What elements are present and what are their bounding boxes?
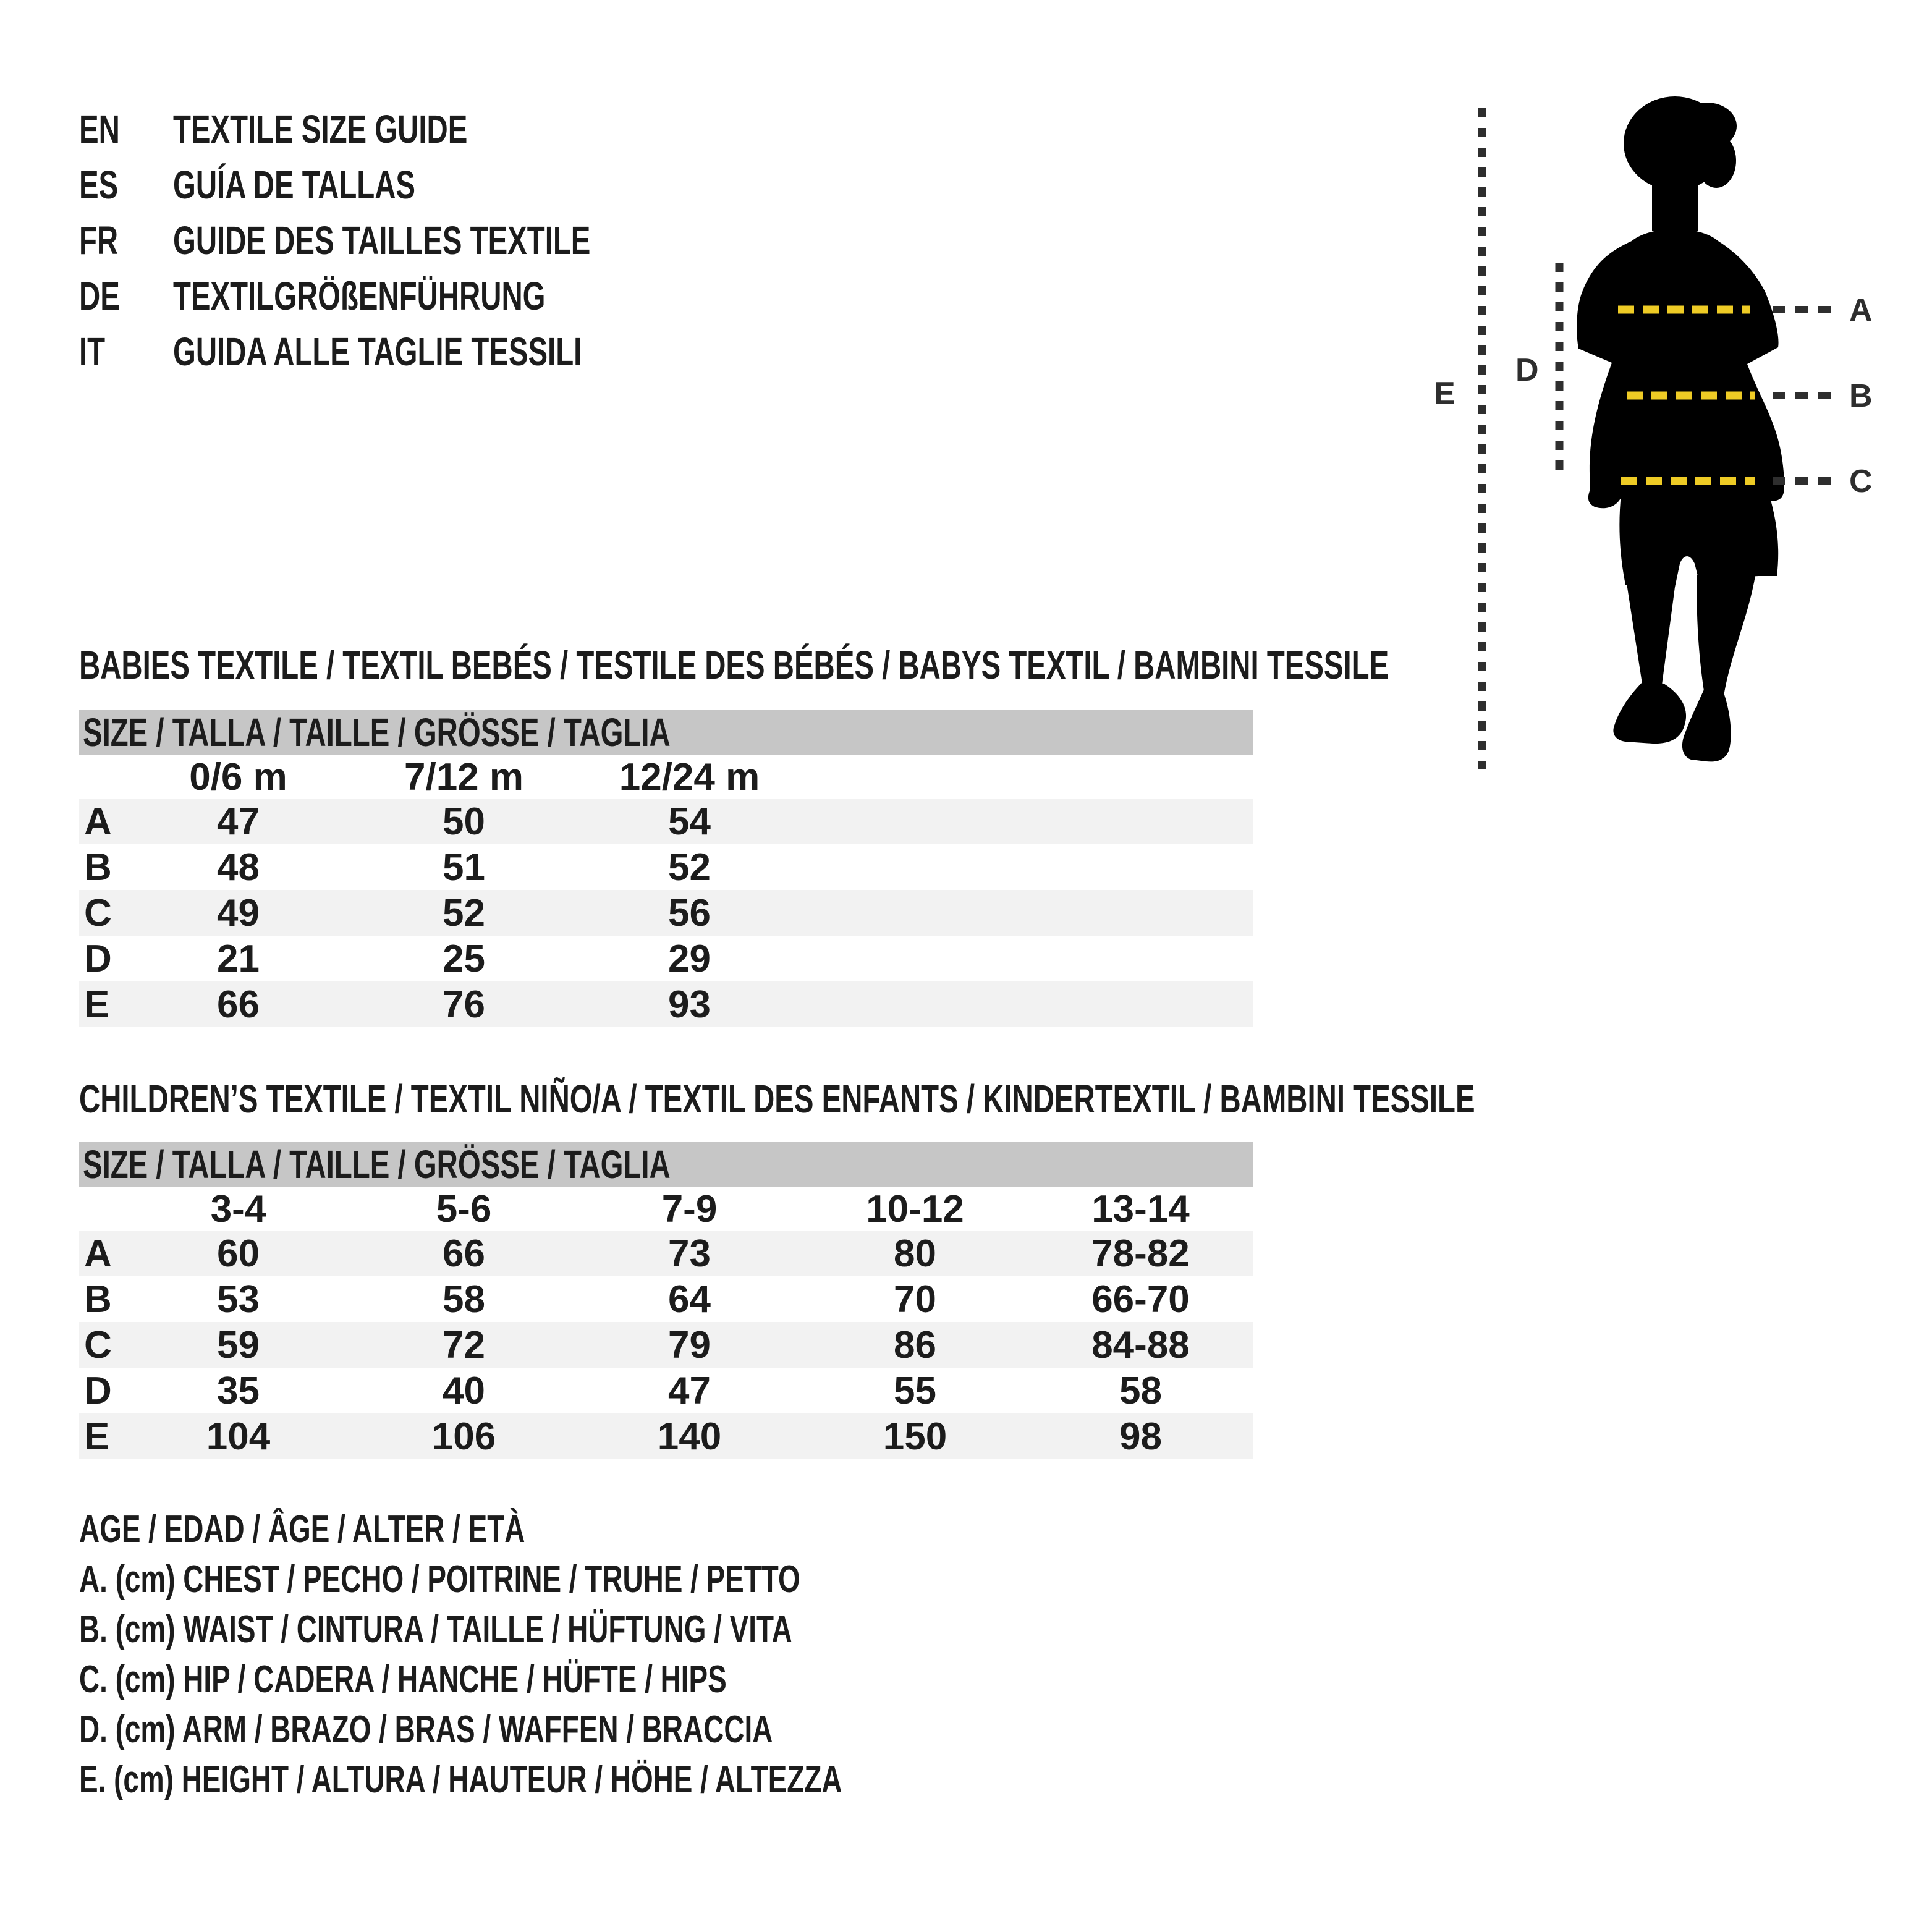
table-cell: 104 — [206, 1415, 271, 1458]
table-row — [79, 799, 1253, 844]
table-row — [79, 1413, 1253, 1459]
legend-arm: D. (cm) ARM / BRAZO / BRAS / WAFFEN / BRACCIA — [79, 1708, 773, 1751]
row-label: B — [84, 1277, 112, 1321]
table-cell: 66 — [217, 983, 260, 1026]
header-row-fr — [79, 218, 737, 263]
row-label: C — [84, 891, 112, 934]
row-label: A — [84, 1232, 112, 1275]
table-cell: 56 — [668, 891, 711, 934]
table-cell: 98 — [1119, 1415, 1162, 1458]
column-header: 0/6 m — [189, 755, 287, 799]
table-row — [79, 844, 1253, 890]
page-title-de: TEXTILGRÖßENFÜHRUNG — [173, 274, 546, 318]
table-cell: 54 — [668, 800, 711, 843]
column-header: 12/24 m — [619, 755, 760, 799]
table-cell: 53 — [217, 1277, 260, 1321]
column-header: 5-6 — [436, 1187, 492, 1231]
table-cell: 58 — [1119, 1369, 1162, 1412]
table-cell: 70 — [894, 1277, 936, 1321]
table-cell: 66 — [443, 1232, 485, 1275]
babies-size-table — [79, 710, 1253, 1027]
language-code: FR — [79, 218, 119, 263]
table-row — [79, 1276, 1253, 1322]
table-cell: 21 — [217, 937, 260, 980]
table-cell: 58 — [443, 1277, 485, 1321]
header-row-en — [79, 107, 571, 151]
table-cell: 64 — [668, 1277, 711, 1321]
header-row-it — [79, 329, 726, 374]
table-cell: 47 — [668, 1369, 711, 1412]
chest-label: A — [1849, 292, 1873, 328]
table-header-bar: SIZE / TALLA / TAILLE / GRÖSSE / TAGLIA — [79, 1142, 1253, 1187]
table-cell: 84-88 — [1091, 1323, 1190, 1366]
row-label: E — [84, 983, 110, 1026]
row-label: C — [84, 1323, 112, 1366]
table-row — [79, 936, 1253, 981]
table-cell: 29 — [668, 937, 711, 980]
table-cell: 150 — [883, 1415, 947, 1458]
table-cell: 59 — [217, 1323, 260, 1366]
table-cell: 47 — [217, 800, 260, 843]
table-row — [79, 1231, 1253, 1276]
legend-hip: C. (cm) HIP / CADERA / HANCHE / HÜFTE / HIPS — [79, 1658, 727, 1701]
table-cell: 50 — [443, 800, 485, 843]
table-cell: 73 — [668, 1232, 711, 1275]
header-row-es — [79, 163, 501, 207]
table-cell: 52 — [443, 891, 485, 934]
table-cell: 40 — [443, 1369, 485, 1412]
table-cell: 93 — [668, 983, 711, 1026]
column-header: 7-9 — [661, 1187, 718, 1231]
table-cell: 51 — [443, 845, 485, 889]
column-header: 10-12 — [866, 1187, 964, 1231]
height-label: E — [1434, 376, 1455, 412]
table-cell: 48 — [217, 845, 260, 889]
children-section-title: CHILDREN’S TEXTILE / TEXTIL NIÑO/A / TEXTIL DES ENFANTS / KINDERTEXTIL / BAMBINI TESSILE — [79, 1077, 1475, 1121]
row-label: E — [84, 1415, 110, 1458]
table-cell: 35 — [217, 1369, 260, 1412]
table-cell: 79 — [668, 1323, 711, 1366]
children-size-table — [79, 1142, 1253, 1459]
row-label: A — [84, 800, 112, 843]
table-cell: 86 — [894, 1323, 936, 1366]
waist-label: B — [1849, 378, 1873, 414]
language-code: DE — [79, 274, 120, 318]
table-cell: 66-70 — [1091, 1277, 1190, 1321]
column-header: 3-4 — [210, 1187, 266, 1231]
table-cell: 55 — [894, 1369, 936, 1412]
table-cell: 60 — [217, 1232, 260, 1275]
table-row — [79, 1368, 1253, 1413]
page-title-it: GUIDA ALLE TAGLIE TESSILI — [173, 329, 582, 374]
column-header-row — [79, 1187, 1253, 1231]
header-row-de — [79, 274, 676, 318]
table-cell: 140 — [657, 1415, 722, 1458]
legend-age: AGE / EDAD / ÂGE / ALTER / ETÀ — [79, 1508, 525, 1551]
table-row — [79, 1322, 1253, 1368]
row-label: D — [84, 937, 112, 980]
table-header-bar: SIZE / TALLA / TAILLE / GRÖSSE / TAGLIA — [79, 710, 1253, 755]
hip-label: C — [1849, 464, 1873, 499]
column-header-row — [79, 755, 1253, 799]
page-title-en: TEXTILE SIZE GUIDE — [173, 107, 468, 151]
babies-section-title: BABIES TEXTILE / TEXTIL BEBÉS / TESTILE DES BÉBÉS / BABYS TEXTIL / BAMBINI TESSILE — [79, 643, 1389, 687]
table-cell: 106 — [431, 1415, 496, 1458]
legend-height: E. (cm) HEIGHT / ALTURA / HAUTEUR / HÖHE / ALTEZZA — [79, 1758, 842, 1801]
table-cell: 25 — [443, 937, 485, 980]
page-title-fr: GUIDE DES TAILLES TEXTILE — [173, 218, 591, 263]
table-cell: 76 — [443, 983, 485, 1026]
table-cell: 52 — [668, 845, 711, 889]
row-label: B — [84, 845, 112, 889]
language-code: IT — [79, 329, 106, 374]
table-row — [79, 981, 1253, 1027]
row-label: D — [84, 1369, 112, 1412]
legend-waist: B. (cm) WAIST / CINTURA / TAILLE / HÜFTUNG / VITA — [79, 1608, 792, 1651]
table-row — [79, 890, 1253, 936]
page-title-es: GUÍA DE TALLAS — [173, 163, 416, 207]
column-header: 7/12 m — [404, 755, 524, 799]
arm-label: D — [1515, 352, 1539, 388]
legend-chest: A. (cm) CHEST / PECHO / POITRINE / TRUHE / PETTO — [79, 1558, 800, 1601]
language-code: ES — [79, 163, 119, 207]
language-code: EN — [79, 107, 120, 151]
table-cell: 80 — [894, 1232, 936, 1275]
table-cell: 72 — [443, 1323, 485, 1366]
column-header: 13-14 — [1091, 1187, 1190, 1231]
table-cell: 49 — [217, 891, 260, 934]
table-cell: 78-82 — [1091, 1232, 1190, 1275]
